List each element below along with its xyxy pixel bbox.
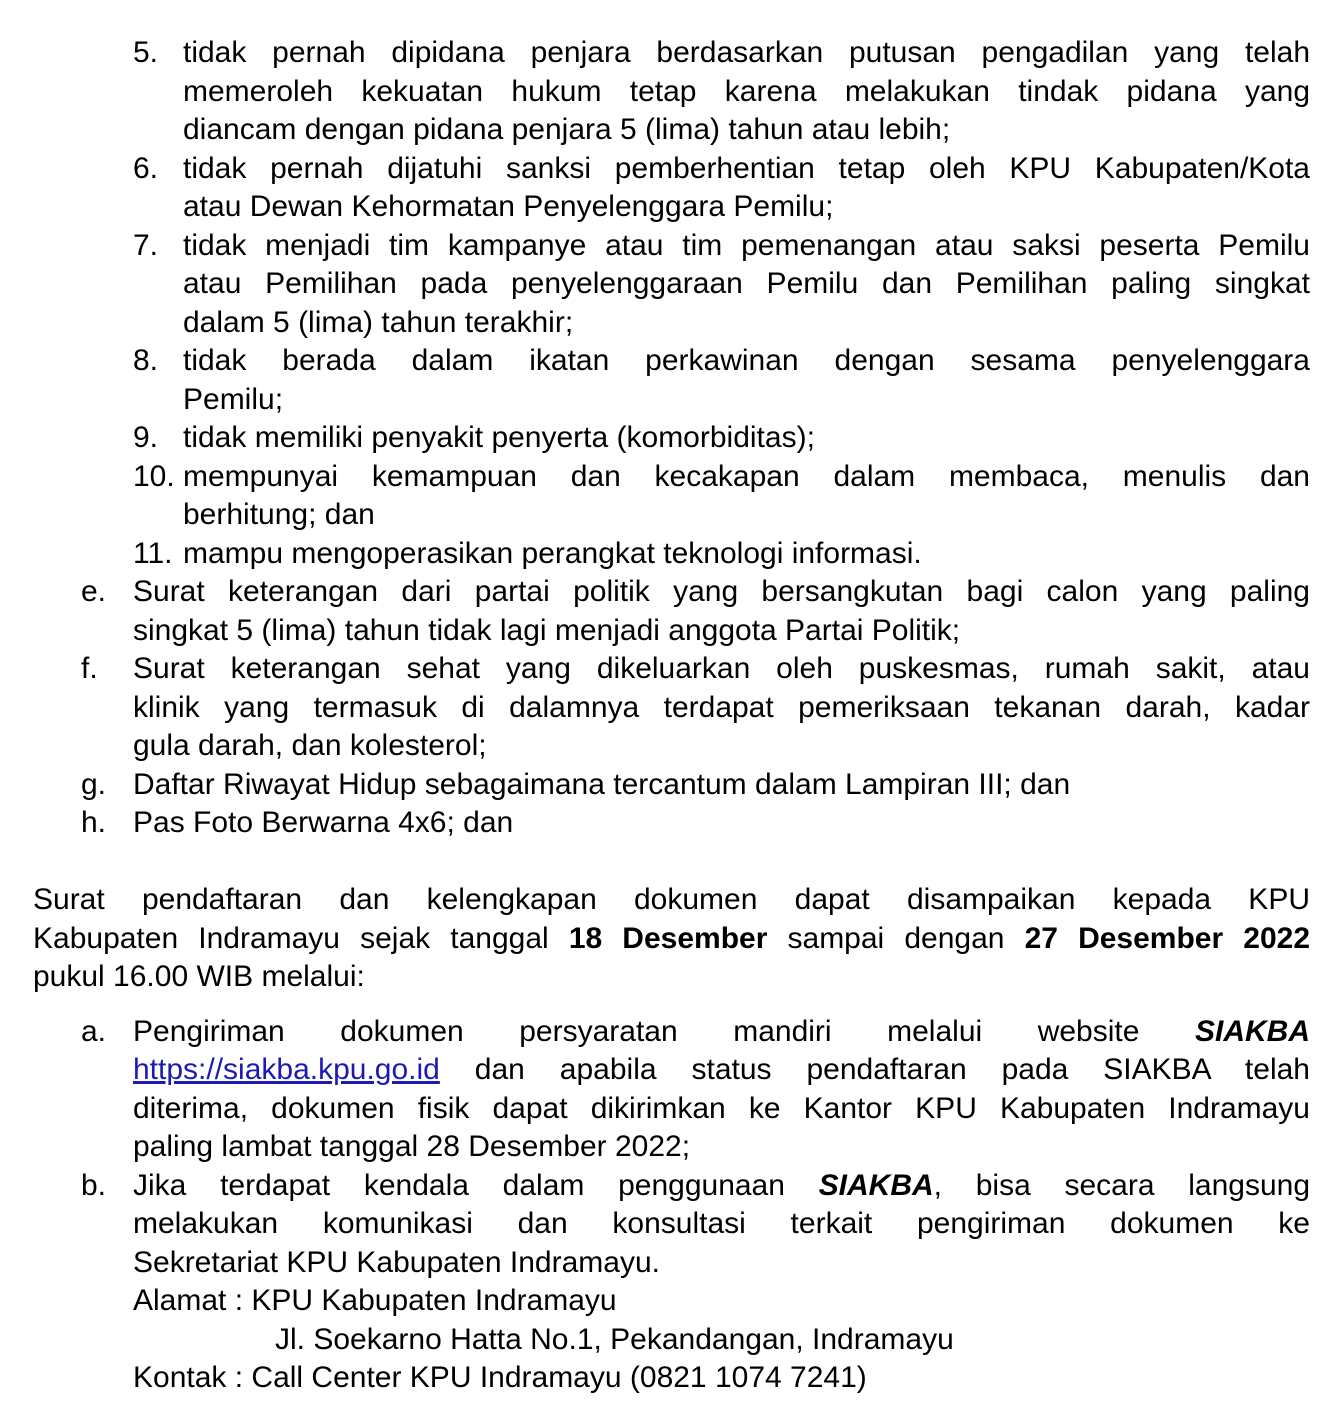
text-line: [33, 920, 1310, 959]
text-line: pukul 16.00 WIB melalui:: [33, 960, 365, 993]
address-line: Alamat : KPU Kabupaten Indramayu: [133, 1284, 617, 1317]
text-line: atau Pemilihan pada penyelenggaraan Pemilu dan Pemilihan paling singkat: [183, 267, 1310, 300]
text-line: Sekretariat KPU Kabupaten Indramayu.: [133, 1245, 660, 1279]
bold-date-27-desember-2022: 27 Desember 2022: [1024, 921, 1311, 955]
list-item-b: [81, 1167, 1310, 1398]
letter-requirements-list: [33, 573, 1310, 843]
list-marker: 5.: [133, 36, 159, 69]
text-segment: Pengiriman dokumen persyaratan mandiri melalui website: [133, 1014, 1195, 1048]
text-line: Pas Foto Berwarna 4x6; dan: [133, 806, 514, 839]
text-line: Surat keterangan dari partai politik yang bersangkutan bagi calon yang paling: [133, 575, 1310, 608]
list-item-6: [133, 150, 1310, 227]
submission-intro-paragraph: [33, 881, 1310, 997]
list-marker: 7.: [133, 228, 159, 262]
text-segment: Jika terdapat kendala dalam penggunaan: [133, 1168, 819, 1202]
text-line: Surat keterangan sehat yang dikeluarkan oleh puskesmas, rumah sakit, atau: [133, 652, 1310, 685]
list-item-g: [81, 766, 1310, 805]
contact-line: Kontak : Call Center KPU Indramayu (0821 1074 7241): [133, 1361, 867, 1394]
list-marker: f.: [81, 652, 98, 685]
text-line: tidak menjadi tim kampanye atau tim pemenangan atau saksi peserta Pemilu: [183, 228, 1310, 262]
list-marker: 8.: [133, 344, 159, 377]
siakba-label: SIAKBA: [1194, 1014, 1310, 1048]
list-item-5: [133, 34, 1310, 150]
text-line: singkat 5 (lima) tahun tidak lagi menjadi anggota Partai Politik;: [133, 613, 961, 647]
text-line: Pemilu;: [183, 382, 284, 416]
text-line: [133, 1051, 1310, 1090]
delivery-options-list: [33, 1013, 1310, 1398]
list-item-11: [133, 535, 1310, 574]
text-line: [133, 1013, 1310, 1052]
text-segment: sampai dengan: [767, 921, 1025, 955]
text-line: berhitung; dan: [183, 498, 375, 531]
list-marker: h.: [81, 806, 107, 839]
text-line: mampu mengoperasikan perangkat teknologi informasi.: [183, 536, 922, 570]
text-line: melakukan komunikasi dan konsultasi terkait pengiriman dokumen ke: [133, 1207, 1310, 1240]
text-line: tidak pernah dipidana penjara berdasarkan putusan pengadilan yang telah: [183, 36, 1310, 69]
list-item-8: [133, 342, 1310, 419]
list-item-9: [133, 419, 1310, 458]
text-line: tidak pernah dijatuhi sanksi pemberhentian tetap oleh KPU Kabupaten/Kota: [183, 151, 1310, 185]
list-item-f: [81, 650, 1310, 766]
list-marker: 10.: [133, 459, 175, 493]
spacer: [33, 997, 1310, 1013]
address-line-2: Jl. Soekarno Hatta No.1, Pekandangan, Indramayu: [275, 1322, 954, 1356]
numbered-requirements-list: [33, 34, 1310, 573]
list-marker: 11.: [133, 536, 173, 570]
text-line: klinik yang termasuk di dalamnya terdapat pemeriksaan tekanan darah, kadar: [133, 690, 1310, 724]
text-line: diancam dengan pidana penjara 5 (lima) tahun atau lebih;: [183, 113, 951, 146]
text-line: paling lambat tanggal 28 Desember 2022;: [133, 1130, 691, 1163]
list-item-7: [133, 227, 1310, 343]
text-line: tidak berada dalam ikatan perkawinan dengan sesama penyelenggara: [183, 344, 1310, 377]
list-marker: e.: [81, 575, 107, 608]
siakba-link[interactable]: https://siakba.kpu.go.id: [133, 1053, 440, 1086]
siakba-label: SIAKBA: [818, 1168, 934, 1202]
text-line: memeroleh kekuatan hukum tetap karena melakukan tindak pidana yang: [183, 74, 1310, 108]
text-line: Surat pendaftaran dan kelengkapan dokumen dapat disampaikan kepada KPU: [33, 883, 1310, 916]
list-marker: a.: [81, 1014, 107, 1048]
text-line: gula darah, dan kolesterol;: [133, 729, 487, 762]
list-item-h: [81, 804, 1310, 843]
text-line: dalam 5 (lima) tahun terakhir;: [183, 305, 574, 339]
list-item-a: [81, 1013, 1310, 1167]
text-line: [133, 1167, 1310, 1206]
list-marker: 9.: [133, 421, 159, 454]
text-line: tidak memiliki penyakit penyerta (komorbiditas);: [183, 421, 815, 454]
text-line: mempunyai kemampuan dan kecakapan dalam membaca, menulis dan: [183, 459, 1310, 493]
list-item-e: [81, 573, 1310, 650]
list-marker: b.: [81, 1168, 107, 1202]
text-segment: Kabupaten Indramayu sejak tanggal: [33, 921, 569, 955]
text-segment: dan apabila status pendaftaran pada SIAKBA telah: [439, 1053, 1310, 1086]
text-line: Daftar Riwayat Hidup sebagaimana tercantum dalam Lampiran III; dan: [133, 767, 1071, 801]
text-line: atau Dewan Kehormatan Penyelenggara Pemilu;: [183, 190, 834, 223]
list-marker: g.: [81, 767, 107, 801]
text-segment: , bisa secara langsung: [933, 1168, 1310, 1202]
bold-date-18-desember: 18 Desember: [568, 921, 768, 955]
list-marker: 6.: [133, 151, 159, 185]
text-line: diterima, dokumen fisik dapat dikirimkan ke Kantor KPU Kabupaten Indramayu: [133, 1091, 1310, 1125]
spacer: [33, 843, 1310, 882]
list-item-10: [133, 458, 1310, 535]
